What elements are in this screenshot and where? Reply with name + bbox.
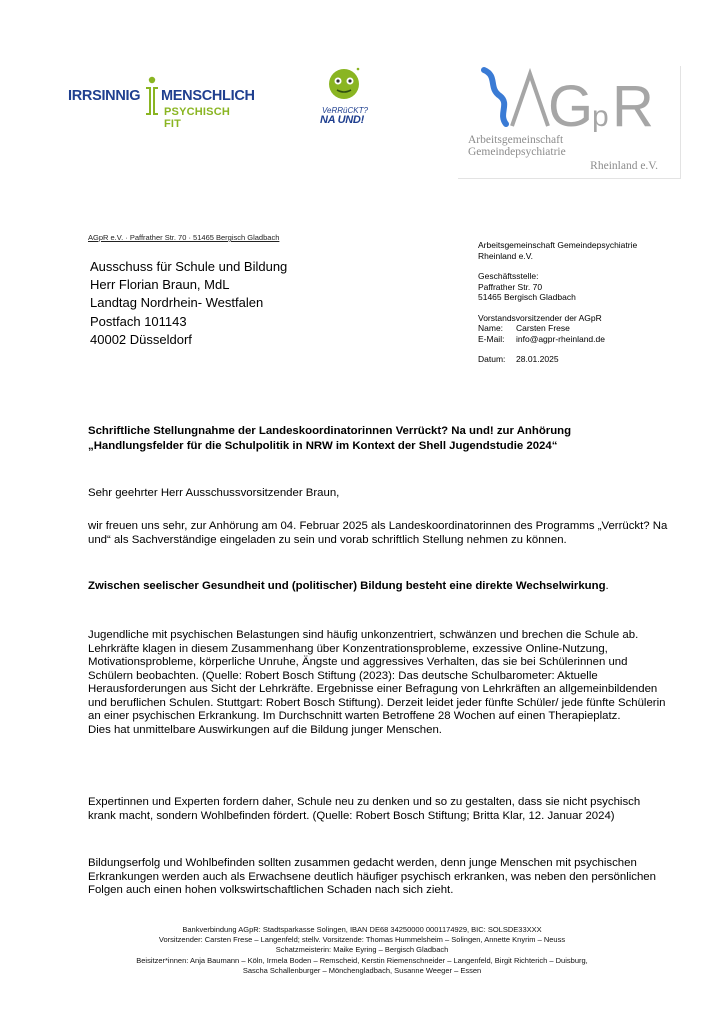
paragraph-intro: wir freuen uns sehr, zur Anhörung am 04. Februar 2025 als Landeskoordinatorinnen des Programms „Verrückt? Na und“ als Sachverständige eingeladen zu sein und vorab schriftlich Stellung nehmen zu können.: [88, 520, 668, 546]
svg-text:R: R: [612, 74, 654, 132]
svg-text:p: p: [592, 100, 609, 132]
subject-line-1: Schriftliche Stellungnahme der Landeskoordinatorinnen Verrückt? Na und! zur Anhörung: [88, 425, 572, 437]
recipient-line: Herr Florian Braun, MdL: [90, 277, 230, 293]
footer-line: Bankverbindung AGpR: Stadtsparkasse Solingen, IBAN DE68 34250000 0001174929, BIC: SOLSDE33XXX: [182, 925, 542, 934]
letter-footer: [110, 925, 614, 976]
paragraph-body: Expertinnen und Experten fordern daher, Schule neu zu denken und so zu gestalten, dass sie nicht psychisch krank macht, sondern Wohlbefinden fördert. (Quelle: Robert Bosch Stiftung; Britta Klar, 12. Januar 2024): [88, 796, 641, 822]
logo-subtext: PSYCHISCH FIT: [164, 106, 230, 130]
verrueckt-na-und-logo: [320, 64, 370, 128]
sender-address-line: AGpR e.V. · Paffrather Str. 70 · 51465 Bergisch Gladbach: [88, 233, 280, 242]
recipient-line: Ausschuss für Schule und Bildung: [90, 259, 288, 274]
logo-tagline-bottom: NA UND!: [320, 114, 364, 126]
smiley-face-icon: [324, 64, 364, 104]
office-city: 51465 Bergisch Gladbach: [478, 292, 576, 302]
agpr-wordmark-icon: [472, 66, 668, 132]
recipient-line: Postfach 101143: [90, 313, 187, 329]
logo-tagline-top: VeRRüCKT?: [322, 106, 368, 115]
paragraph-body: Bildungserfolg und Wohlbefinden sollten zusammen gedacht werden, denn junge Menschen mit psychischen Erkrankungen werden auch als Erwachsene deutlich häufiger psychisch erkranken, was neben den persönlichen Folgen auch einen hohen volkswirtschaftlichen Schaden nach sich zieht.: [88, 857, 656, 896]
agpr-logo: [458, 66, 681, 179]
letterhead-info: [478, 240, 637, 365]
date-label: Datum:: [478, 354, 506, 364]
agpr-line-3: Rheinland e.V.: [590, 160, 658, 172]
date-row: [478, 354, 637, 365]
footer-line: Beisitzer*innen: Anja Baumann – Köln, Irmela Boden – Remscheid, Kerstin Riemenschneider – Langenfeld, Birgit Richterich – Duisburg,: [136, 955, 588, 965]
office-label: Geschäftsstelle:: [478, 271, 539, 281]
email-row: [478, 334, 637, 345]
office-street: Paffrather Str. 70: [478, 281, 543, 292]
section-heading-text: Zwischen seelischer Gesundheit und (politischer) Bildung besteht eine direkte Wechselwirkung: [88, 580, 606, 592]
email-label: E-Mail:: [478, 333, 505, 344]
recipient-line: 40002 Düsseldorf: [90, 331, 192, 347]
irrsinnig-menschlich-logo: [68, 76, 255, 130]
section-heading: [88, 580, 668, 594]
paragraph-text: Jugendliche mit psychischen Belastungen sind häufig unkonzentriert, schwänzen und brechen die Schule ab. Lehrkräfte klagen in diesem Zusammenhang über Konzentrationsprobleme, exzessive Online-Nutzung, Motivationsprobleme, körperliche Unruhe, Ängste und aggressives Verhalten, das sie bei Schülerinnen und Schülern beobachten. (Quelle: Robert Bosch Stiftung (2023): Das deutsche Schulbarometer: Aktuelle Herausforderungen aus Sicht der Lehrkräfte. Ergebnisse einer Befragung von Lehrkräften an allgemeinbildenden und beruflichen Schulen. Stuttgart: Robert Bosch Stiftung). Derzeit leidet jeder fünfte Schüler/ jede fünfte Schülerin an einer psychischen Erkrankung. Im Durchschnitt warten Betroffene 28 Wochen auf einen Therapieplatz.: [88, 629, 666, 722]
svg-text:G: G: [548, 74, 594, 132]
org-line-1: Arbeitsgemeinschaft Gemeindepsychiatrie: [478, 240, 638, 250]
date-value: 28.01.2025: [516, 354, 559, 364]
org-line-2: Rheinland e.V.: [478, 250, 533, 261]
paragraph-body: [88, 629, 668, 737]
footer-line: Sascha Schallenburger – Mönchengladbach, Susanne Weeger – Essen: [242, 965, 482, 975]
email-link[interactable]: info@agpr-rheinland.de: [516, 333, 605, 344]
name-label: Name:: [478, 323, 504, 333]
footer-line: Schatzmeisterin: Maike Eyring – Bergisch Gladbach: [275, 945, 449, 955]
letter-subject: [88, 424, 658, 454]
logo-text-left: IRRSINNIG: [68, 88, 141, 104]
agpr-line-1: Arbeitsgemeinschaft: [468, 134, 564, 146]
person-figure-icon: [144, 76, 160, 120]
recipient-line: Landtag Nordrhein- Westfalen: [90, 295, 264, 311]
recipient-address: [90, 258, 287, 349]
paragraph-text: Dies hat unmittelbare Auswirkungen auf die Bildung junger Menschen.: [88, 723, 442, 736]
name-value: Carsten Frese: [516, 323, 570, 333]
agpr-subtitle: [468, 134, 658, 172]
subject-line-2: „Handlungsfelder für die Schulpolitik in NRW im Kontext der Shell Jugendstudie 2024“: [88, 440, 558, 452]
footer-line: Vorsitzender: Carsten Frese – Langenfeld; stellv. Vorsitzende: Thomas Hummelsheim – Solingen, Annette Knyrim – Neuss: [158, 935, 566, 945]
salutation: Sehr geehrter Herr Ausschussvorsitzender Braun,: [88, 487, 340, 499]
agpr-line-2: Gemeindepsychiatrie: [468, 146, 566, 158]
logo-text-right: MENSCHLICH: [161, 88, 255, 104]
board-label: Vorstandsvorsitzender der AGpR: [478, 312, 602, 323]
section-heading-period: .: [605, 580, 609, 592]
chair-name-row: [478, 323, 637, 334]
